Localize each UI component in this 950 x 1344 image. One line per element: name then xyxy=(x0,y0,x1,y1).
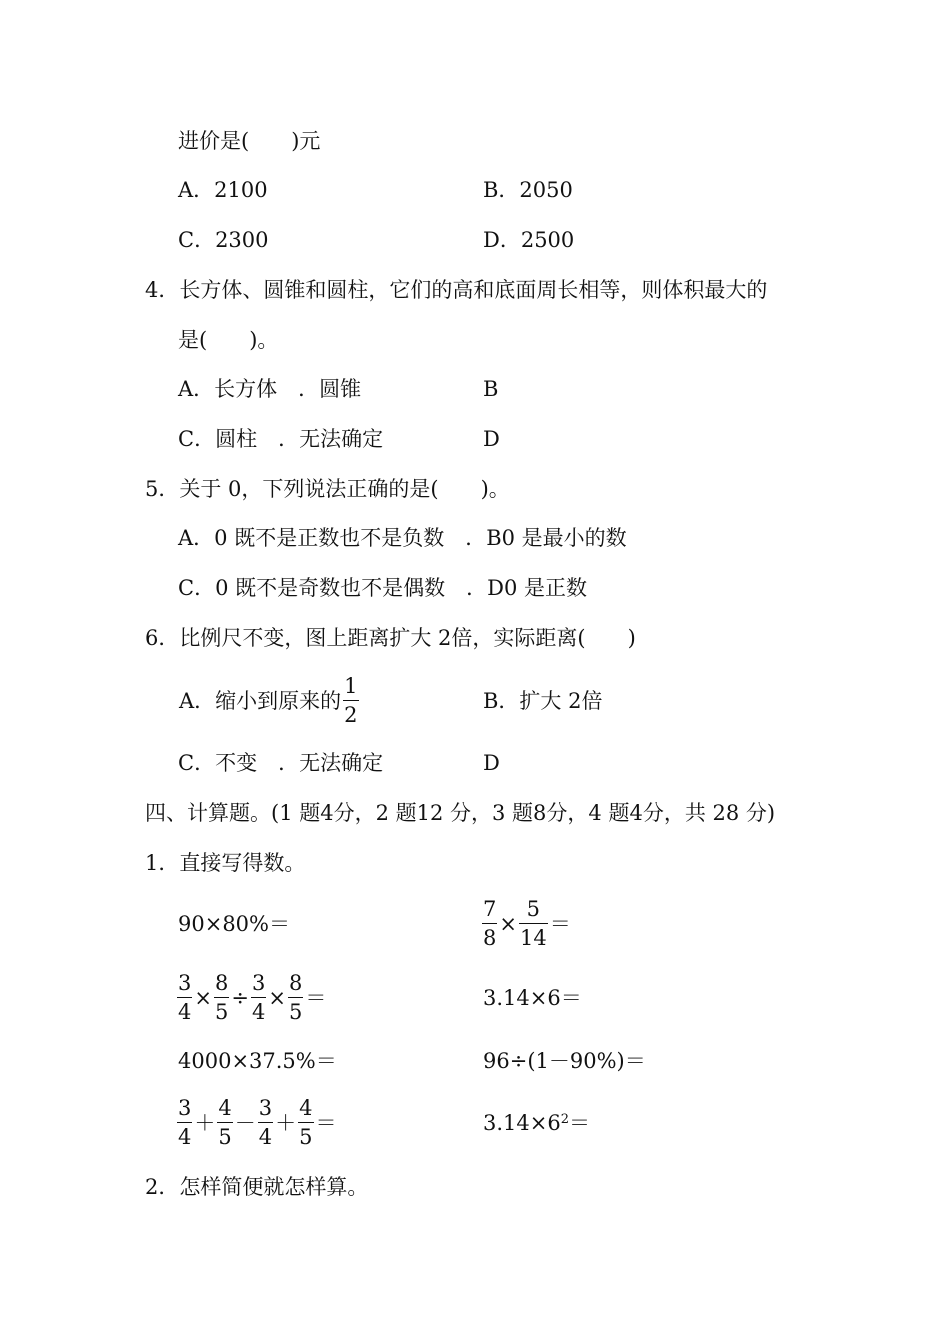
fraction-numerator: 4 xyxy=(298,1098,313,1123)
operator: × xyxy=(194,985,212,1010)
fraction xyxy=(251,973,266,1023)
q6-stem: 6．比例尺不变，图上距离扩大 2倍，实际距离( ) xyxy=(145,626,636,650)
equals: ＝ xyxy=(305,985,327,1010)
operator: × xyxy=(499,911,517,936)
operator: × xyxy=(268,985,286,1010)
section4-heading: 四、计算题。(1 题4分，2 题12 分，3 题8分，4 题4分，共 28 分) xyxy=(145,801,776,825)
fraction-numerator: 5 xyxy=(519,899,548,924)
q4-option-d-letter: D xyxy=(483,427,500,451)
equals: ＝ xyxy=(549,911,571,936)
q5-options-row1: A．0 既不是正数也不是负数 ．B0 是最小的数 xyxy=(178,526,627,550)
calc-r1-left: 90×80%＝ xyxy=(178,912,290,936)
q6-option-d-letter: D xyxy=(483,751,500,775)
fraction-denominator: 8 xyxy=(483,926,497,950)
fraction-denominator: 5 xyxy=(288,1000,303,1024)
q3-continuation: 进价是( )元 xyxy=(178,129,321,153)
fraction xyxy=(214,973,229,1023)
fraction-denominator: 5 xyxy=(299,1125,313,1149)
q3-option-d: D．2500 xyxy=(483,228,575,252)
fraction-numerator: 3 xyxy=(258,1098,273,1123)
fraction-denominator: 4 xyxy=(258,1125,273,1149)
calc-r2-right: 3.14×6＝ xyxy=(483,986,582,1010)
fraction-denominator: 14 xyxy=(519,926,547,950)
q3-option-c: C．2300 xyxy=(178,228,269,252)
operator: ＋ xyxy=(194,1110,216,1135)
q6-options-row2: C．不变 ．无法确定 xyxy=(178,751,384,775)
fraction-denominator: 4 xyxy=(178,1125,192,1149)
fraction xyxy=(217,1098,232,1148)
fraction xyxy=(298,1098,313,1148)
operator: ÷ xyxy=(231,985,249,1010)
fraction-numerator: 8 xyxy=(214,973,229,998)
calc-r4-left xyxy=(176,1098,338,1148)
fraction xyxy=(177,1098,192,1148)
q5-options-row2: C．0 既不是奇数也不是偶数 ．D0 是正数 xyxy=(178,576,587,600)
q6-option-b: B．扩大 2倍 xyxy=(483,689,603,713)
operator: － xyxy=(234,1110,256,1135)
fraction xyxy=(177,973,192,1023)
calc-r4-right xyxy=(483,1113,590,1134)
fraction-denominator: 5 xyxy=(214,1000,229,1024)
fraction-numerator: 1 xyxy=(343,676,358,701)
q3-option-b: B．2050 xyxy=(483,178,573,202)
q4-options-row2: C．圆柱 ．无法确定 xyxy=(178,427,384,451)
calc-r2-left xyxy=(176,973,327,1023)
equals: ＝ xyxy=(569,1111,590,1135)
exponent: 2 xyxy=(560,1112,569,1127)
fraction-denominator: 5 xyxy=(218,1125,232,1149)
calc-r3-right: 96÷(1－90%)＝ xyxy=(483,1049,646,1073)
q6-option-a xyxy=(178,676,360,726)
section4-q1: 1．直接写得数。 xyxy=(145,851,306,875)
q4-option-b-letter: B xyxy=(483,377,499,401)
q4-stem-continuation: 是( )。 xyxy=(178,328,279,352)
fraction-numerator: 3 xyxy=(177,973,192,998)
fraction-denominator: 4 xyxy=(251,1000,266,1024)
q5-stem: 5．关于 0，下列说法正确的是( )。 xyxy=(145,477,510,501)
q6-option-a-fraction xyxy=(343,676,358,726)
fraction-numerator: 3 xyxy=(251,973,266,998)
q4-options-row1: A．长方体 ．圆锥 xyxy=(178,377,362,401)
fraction-numerator: 8 xyxy=(288,973,303,998)
fraction xyxy=(519,899,548,949)
calc-r4-right-base: 3.14×6 xyxy=(483,1111,561,1135)
fraction-denominator: 2 xyxy=(344,703,358,727)
fraction-numerator: 3 xyxy=(177,1098,192,1123)
fraction xyxy=(482,899,497,949)
equals: ＝ xyxy=(315,1110,337,1135)
fraction xyxy=(288,973,303,1023)
fraction-denominator: 4 xyxy=(178,1000,192,1024)
calc-r3-left: 4000×37.5%＝ xyxy=(178,1049,337,1073)
q6-option-a-text: A．缩小到原来的 xyxy=(179,688,342,713)
section4-q2: 2．怎样简便就怎样算。 xyxy=(145,1175,369,1199)
q4-stem: 4．长方体、圆锥和圆柱，它们的高和底面周长相等，则体积最大的 xyxy=(145,278,768,302)
q3-option-a: A．2100 xyxy=(178,178,268,202)
operator: ＋ xyxy=(275,1110,297,1135)
fraction-numerator: 4 xyxy=(217,1098,232,1123)
fraction xyxy=(258,1098,273,1148)
calc-r1-right xyxy=(481,899,572,949)
fraction-numerator: 7 xyxy=(482,899,497,924)
